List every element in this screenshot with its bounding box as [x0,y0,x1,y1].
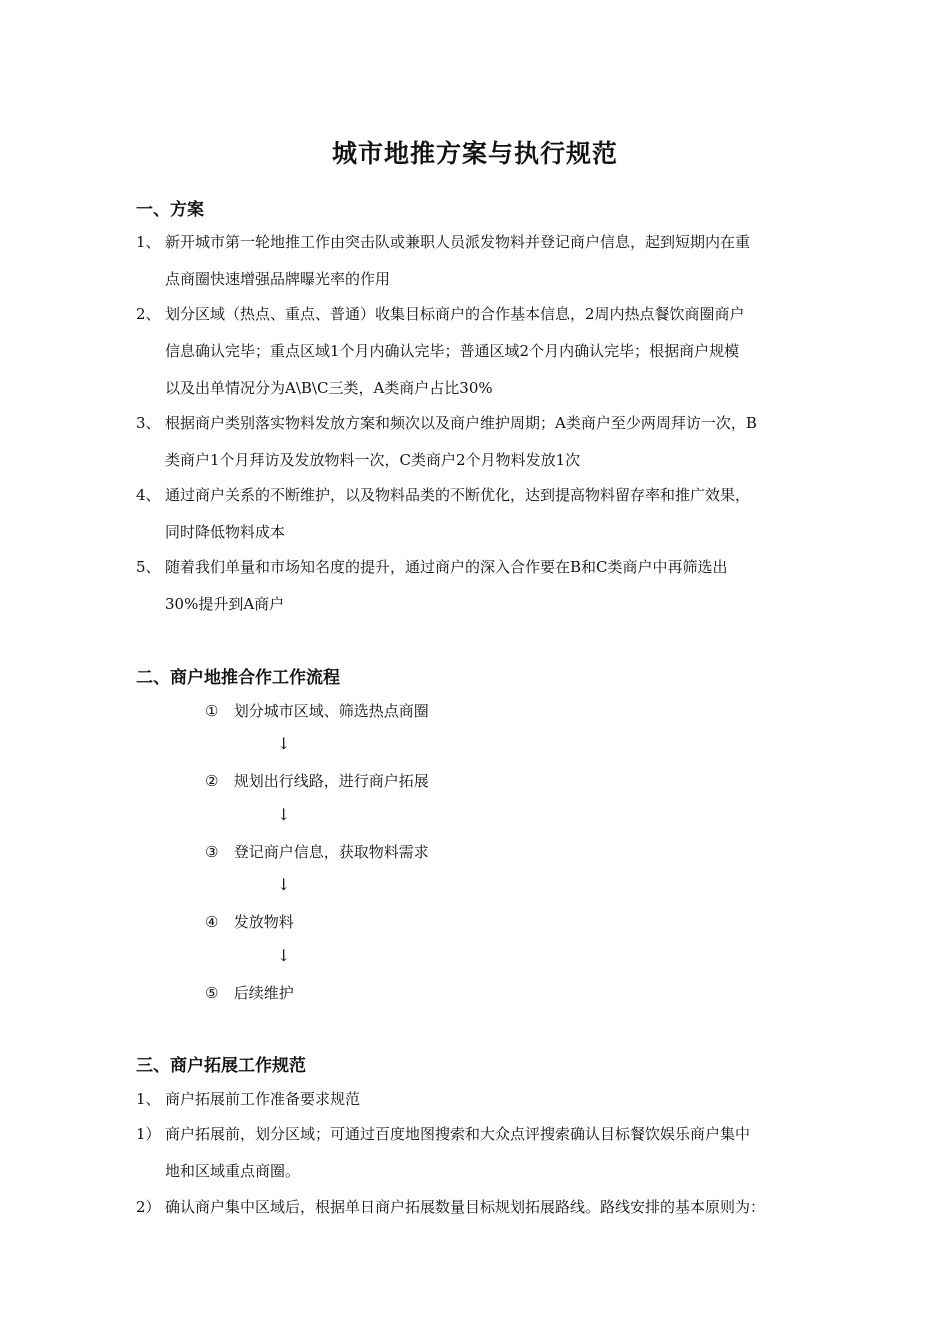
flow-step [205,770,429,791]
flow-step [205,841,429,862]
item-line: 信息确认完毕；重点区域1个月内确认完毕；普通区域2个月内确认完毕；根据商户规模 [165,342,740,360]
item-line: 新开城市第一轮地推工作由突击队或兼职人员派发物料并登记商户信息，起到短期内在重 [165,233,751,251]
step-marker: ③ [205,843,219,861]
step-marker: ① [205,702,219,720]
step-text: 登记商户信息，获取物料需求 [233,843,429,861]
item-line: 划分区域（热点、重点、普通）收集目标商户的合作基本信息，2周内热点餐饮商圈商户 [165,305,745,323]
section-heading: 二、商户地推合作工作流程 [136,668,340,688]
section-heading: 一、方案 [136,200,204,220]
item-number: 4、 [136,486,161,504]
item-number: 3、 [136,414,161,432]
item-line: 通过商户关系的不断维护，以及物料品类的不断优化，达到提高物料留存率和推广效果， [165,486,751,504]
item-line: 商户拓展前，划分区域；可通过百度地图搜索和大众点评搜索确认目标餐饮娱乐商户集中 [165,1125,751,1143]
flow-step [205,700,429,721]
step-marker: ④ [205,913,219,931]
item-number: 1、 [136,233,161,251]
arrow-down-icon: ↓ [277,875,291,894]
step-text: 规划出行线路，进行商户拓展 [233,772,429,790]
step-text: 发放物料 [233,913,294,931]
item-line: 根据商户类别落实物料发放方案和频次以及商户维护周期；A类商户至少两周拜访一次，B [165,414,757,432]
item-line: 确认商户集中区域后，根据单日商户拓展数量目标规划拓展路线。路线安排的基本原则为： [165,1198,766,1216]
flow-step [205,911,294,932]
item-number: 5、 [136,558,161,576]
item-line: 同时降低物料成本 [165,523,286,541]
item-number: 2） [136,1198,161,1216]
item-line: 以及出单情况分为A\B\C三类，A类商户占比30% [165,379,493,397]
arrow-down-icon: ↓ [277,805,291,824]
flow-step [205,982,294,1003]
item-number: 2、 [136,305,161,323]
item-number: 1、 [136,1090,161,1108]
arrow-down-icon: ↓ [277,946,291,965]
step-text: 划分城市区域、筛选热点商圈 [233,702,429,720]
arrow-down-icon: ↓ [277,734,291,753]
item-line: 类商户1个月拜访及发放物料一次，C类商户2个月物料发放1次 [165,451,581,469]
item-line: 点商圈快速增强品牌曝光率的作用 [165,270,391,288]
step-text: 后续维护 [233,984,294,1002]
step-marker: ⑤ [205,984,219,1002]
item-line: 地和区域重点商圈。 [165,1162,301,1180]
item-line: 随着我们单量和市场知名度的提升，通过商户的深入合作要在B和C类商户中再筛选出 [165,558,728,576]
item-line: 商户拓展前工作准备要求规范 [165,1090,361,1108]
item-number: 1） [136,1125,161,1143]
item-line: 30%提升到A商户 [165,595,285,613]
document-title: 城市地推方案与执行规范 [331,139,618,168]
step-marker: ② [205,772,219,790]
section-heading: 三、商户拓展工作规范 [136,1056,306,1076]
